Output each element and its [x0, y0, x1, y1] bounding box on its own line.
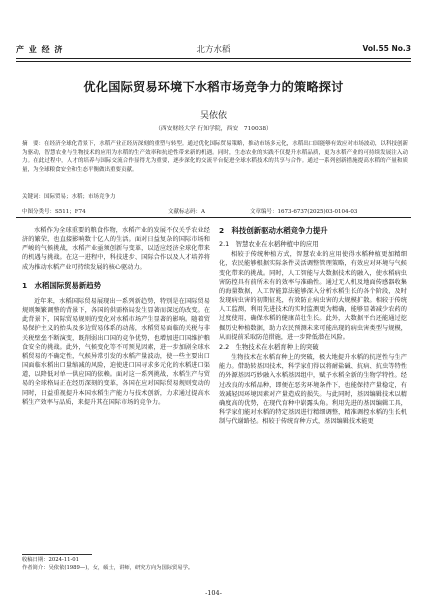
author-affiliation: （西安财经大学 行知学院，西安 710038） [155, 126, 272, 132]
keywords: 关键词：国际贸易；水稻；市场竞争力 [22, 194, 116, 200]
author-bio: 作者简介：吴依依(1989—)，女，硕士，讲师，研究方向为国际贸易学。 [22, 564, 194, 571]
footnote-rule [22, 554, 92, 555]
intro-paragraph: 水稻作为全球重要的粮食作物，水稻产业的发展不仅关乎农业经济的繁荣，也直接影响数十亿人的生活。面对日益复杂的国际市场和严峻的气候挑战，水稻产业亟须创新与变革，以适应经济全球化带来的机遇与挑战。在这一进程中，科技进步、国际合作以及人才培养将成为推动水稻产业可持续发展的核心驱动力。 [22, 227, 210, 271]
right-column [219, 226, 407, 426]
author-name: 吴依依 [199, 111, 227, 121]
section-label: 产 业 经 济 [16, 45, 64, 54]
footnote [22, 557, 212, 572]
abstract: 摘 要：在经济全球化背景下，水稻产业正经历深刻的重塑与转型。通过优化国际贸易策略，推动市场多元化，水稻出口国能够有效应对市场波动，以科技创新为驱动，智慧农业与生物技术的应用为水稻的生产效率和抗逆性带来新的机遇。同时，生态农业的实践不仅提升水稻品质，更为水稻产业的可持续发展注入动力。在此过程中，人才的培养与国际交流合作显得尤为重要，逐步深化的交流平台促进全球水稻技术的共享与合作。通过一系列创新措施提高水稻的产量和质量，为全球粮食安全和生态平衡做出重要贡献。 [22, 141, 408, 173]
journal-name: 北方水稻 [196, 45, 231, 55]
received-date: 收稿日期：2024-11-01 [22, 557, 80, 563]
page-number: -104- [205, 589, 222, 597]
volume-label: Vol.55 No.3 [362, 44, 411, 53]
subsection-2-2-paragraph: 生物技术在水稻育种上的突破，极大地提升水稻的抗逆性与生产能力。借助转基因技术，科学家们得以将耐盐碱、抗病、抗虫等特性的外源基因巧妙融入水稻基因组中，赋予水稻全新的生物学特性。经过改良的水稻品种，即便在恶劣环境条件下，也能保持产量稳定，有效减轻因环境因素对产量造成的损失。与此同时，基因编辑技术以精确度高的优势，在现代育种中崭露头角。利用先进的基因编辑工具，科学家们能对水稻的特定基因进行精细调整，精准调控水稻的生长机制与代谢路径。相较于传统育种方式，基因编辑技术能更 [219, 354, 407, 426]
section-heading-2: 2 科技创新驱动水稻竞争力提升 [219, 226, 328, 235]
subsection-heading-2-1: 2.1 智慧农业在水稻种植中的应用 [219, 240, 319, 249]
section-1-paragraph: 近年来，水稻国际贸易展现出一系列新趋势，特别是在国际贸易规则频繁调整的背景下，各国的供需格局发生显著而深远的改变。在此背景下，国际贸易规则的变化对水稻市场产生显著的影响。随着贸易保护主义的抬头及多边贸易体系的动荡，水稻贸易面临的关税与非关税壁垒不断演变，既削弱出口国的竞争优势，也增加进口国维护粮食安全的挑战。此外，气候变化等不可预见因素，进一步加剧全球水稻贸易的不确定性，气候异常引发的水稻产量波动，使一些主要出口国面临水稻出口量缩减的风险，迫使进口国寻求多元化的水稻进口渠道，以降低对单一供应国的依赖。面对这一系列挑战，水稻生产与贸易的全球格局正在经历深刻的变革，各国在应对国际贸易规则变动的同时，日益重视提升本国水稻生产能力与技术创新，力求通过提高水稻生产效率与品质，来提升其在国际市场的竞争力。 [22, 297, 210, 406]
clc-number: 中图分类号：S511；F74 [22, 209, 86, 215]
left-column [22, 226, 210, 407]
section-heading-1: 1 水稻国际贸易新趋势 [22, 280, 102, 290]
header-rule-thin [16, 61, 411, 62]
subsection-2-1-paragraph: 相较于传统种植方式，智慧农业的应用使得水稻种植更加精细化，农民能够根据实际条件灵活调整管理策略，有效应对环境与气候变化带来的挑战。同时，人工智能与大数据技术的融入，使水稻病虫害防控具有前所未有的效率与准确性。通过无人机及地面传感器收集的海量数据，人工智能算法能够深入分析水稻生长的各个阶段，及时发现病虫害的初期征兆，有效防止病虫害的大规模扩散。相较于传统人工监测，利用先进技术的实时监测更为精确，能够显著减少农药的过度使用，确保水稻的健康苗壮生长。此外，大数据平台还能通过挖掘历史种植数据，助力农民预测未来可能出现的病虫害类型与规模，从而提前采取防范措施，进一步降低潜在风险。 [219, 251, 407, 341]
header-rule [16, 58, 411, 59]
subsection-heading-2-2: 2.2 生物技术在水稻育种上的突破 [219, 342, 319, 351]
article-id: 文章编号：1673-6737(2025)03-0104-03 [250, 209, 358, 215]
article-title: 优化国际贸易环境下水稻市场竞争力的策略探讨 [83, 80, 344, 94]
meta-rule [16, 217, 411, 218]
document-code: 文献标志码：A [168, 209, 205, 215]
